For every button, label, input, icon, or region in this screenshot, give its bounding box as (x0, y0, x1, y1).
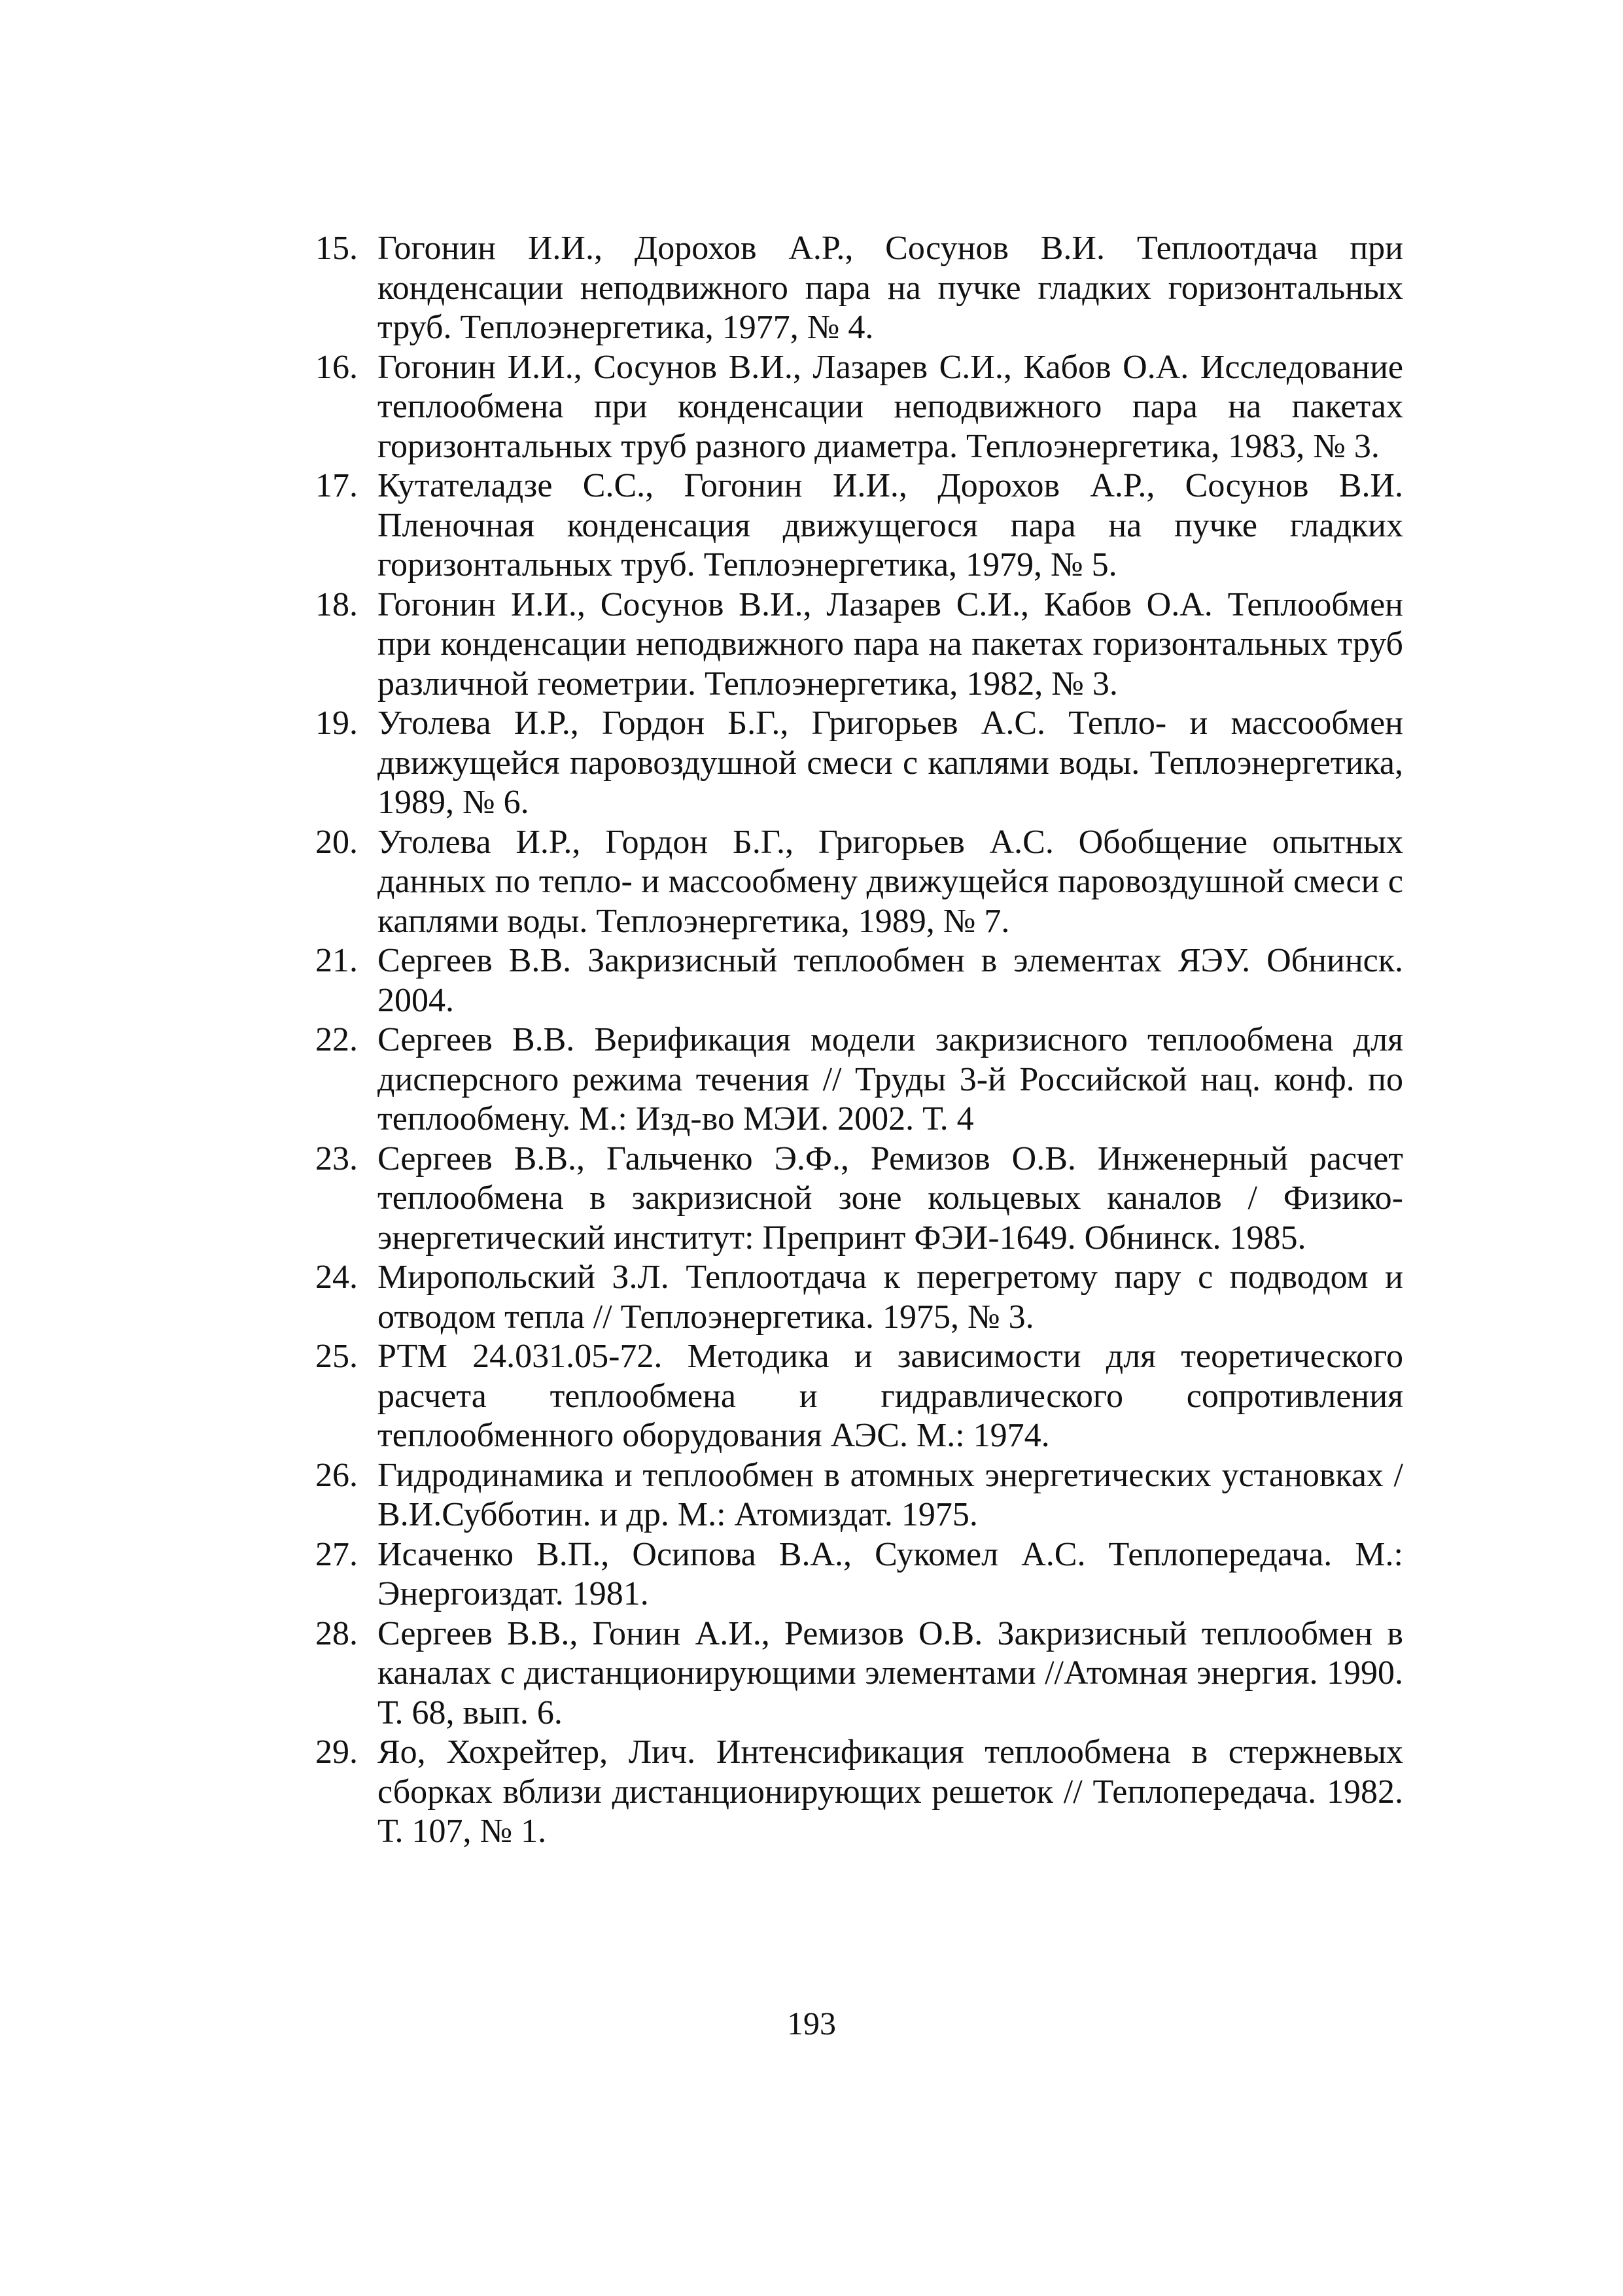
reference-text: Исаченко В.П., Осипова В.А., Сукомел А.С. Теплопередача. М.: Энергоиздат. 1981. (377, 1535, 1403, 1612)
reference-text: Сергеев В.В., Гонин А.И., Ремизов О.В. Закризисный теплообмен в каналах с дистанционирующими элементами //Атомная энергия. 1990. Т. 68, вып. 6. (377, 1614, 1403, 1731)
reference-text: Яо, Хохрейтер, Лич. Интенсификация теплообмена в стержневых сборках вблизи дистанционирующих решеток // Теплопередача. 1982. Т. 107, № 1. (377, 1733, 1403, 1850)
reference-text: Уголева И.Р., Гордон Б.Г., Григорьев А.С. Обобщение опытных данных по тепло- и массообмену движущейся паровоздушной смеси с каплями воды. Теплоэнергетика, 1989, № 7. (377, 823, 1403, 940)
reference-text: Уголева И.Р., Гордон Б.Г., Григорьев А.С. Тепло- и массообмен движущейся паровоздушной смеси с каплями воды. Теплоэнергетика, 1989, № 6. (377, 704, 1403, 821)
reference-item (315, 1258, 1403, 1337)
reference-number: 27. (315, 1535, 358, 1573)
reference-number: 29. (315, 1733, 358, 1771)
reference-item (315, 585, 1403, 704)
reference-item (315, 348, 1403, 467)
reference-list (315, 229, 1403, 1852)
reference-text: Сергеев В.В., Гальченко Э.Ф., Ремизов О.В. Инженерный расчет теплообмена в закризисной зоне кольцевых каналов / Физико-энергетический институт: Препринт ФЭИ-1649. Обнинск. 1985. (377, 1139, 1403, 1257)
reference-item (315, 823, 1403, 942)
reference-text: Гогонин И.И., Сосунов В.И., Лазарев С.И., Кабов О.А. Теплообмен при конденсации неподвижного пара на пакетах горизонтальных труб различной геометрии. Теплоэнергетика, 1982, № 3. (377, 585, 1403, 703)
reference-item (315, 229, 1403, 348)
page-number: 193 (787, 2005, 836, 2042)
reference-item (315, 466, 1403, 585)
reference-item (315, 704, 1403, 823)
reference-item (315, 1614, 1403, 1733)
reference-number: 19. (315, 704, 358, 742)
reference-item (315, 1456, 1403, 1535)
reference-item (315, 1337, 1403, 1456)
reference-item (315, 1535, 1403, 1614)
reference-item (315, 941, 1403, 1020)
reference-item (315, 1139, 1403, 1259)
reference-item (315, 1020, 1403, 1139)
reference-text: Сергеев В.В. Верификация модели закризисного теплообмена для дисперсного режима течения // Труды 3-й Российской нац. конф. по теплообмену. М.: Изд-во МЭИ. 2002. Т. 4 (377, 1021, 1403, 1138)
reference-number: 28. (315, 1614, 358, 1652)
reference-text: Гогонин И.И., Сосунов В.И., Лазарев С.И., Кабов О.А. Исследование теплообмена при конденсации неподвижного пара на пакетах горизонтальных труб разного диаметра. Теплоэнергетика, 1983, № 3. (377, 348, 1403, 465)
reference-text: Гогонин И.И., Дорохов А.Р., Сосунов В.И. Теплоотдача при конденсации неподвижного пара на пучке гладких горизонтальных труб. Теплоэнергетика, 1977, № 4. (377, 230, 1403, 346)
reference-number: 21. (315, 942, 358, 979)
reference-item (315, 1733, 1403, 1852)
reference-number: 16. (315, 348, 358, 386)
reference-text: Кутателадзе С.С., Гогонин И.И., Дорохов А.Р., Сосунов В.И. Пленочная конденсация движущегося пара на пучке гладких горизонтальных труб. Теплоэнергетика, 1979, № 5. (377, 467, 1403, 583)
reference-number: 26. (315, 1456, 358, 1494)
reference-number: 25. (315, 1338, 358, 1375)
reference-number: 24. (315, 1259, 358, 1296)
reference-text: Миропольский З.Л. Теплоотдача к перегретому пару с подводом и отводом тепла // Теплоэнергетика. 1975, № 3. (377, 1259, 1403, 1336)
reference-text: РТМ 24.031.05-72. Методика и зависимости для теоретического расчета теплообмена и гидравлического сопротивления теплообменного оборудования АЭС. М.: 1974. (377, 1338, 1403, 1454)
reference-number: 18. (315, 585, 358, 623)
reference-text: Сергеев В.В. Закризисный теплообмен в элементах ЯЭУ. Обнинск. 2004. (377, 942, 1403, 1019)
reference-number: 20. (315, 823, 358, 861)
reference-number: 22. (315, 1021, 358, 1058)
reference-number: 23. (315, 1139, 358, 1177)
reference-number: 15. (315, 230, 358, 267)
reference-number: 17. (315, 467, 358, 504)
reference-text: Гидродинамика и теплообмен в атомных энергетических установках / В.И.Субботин. и др. М.: Атомиздат. 1975. (377, 1456, 1403, 1533)
